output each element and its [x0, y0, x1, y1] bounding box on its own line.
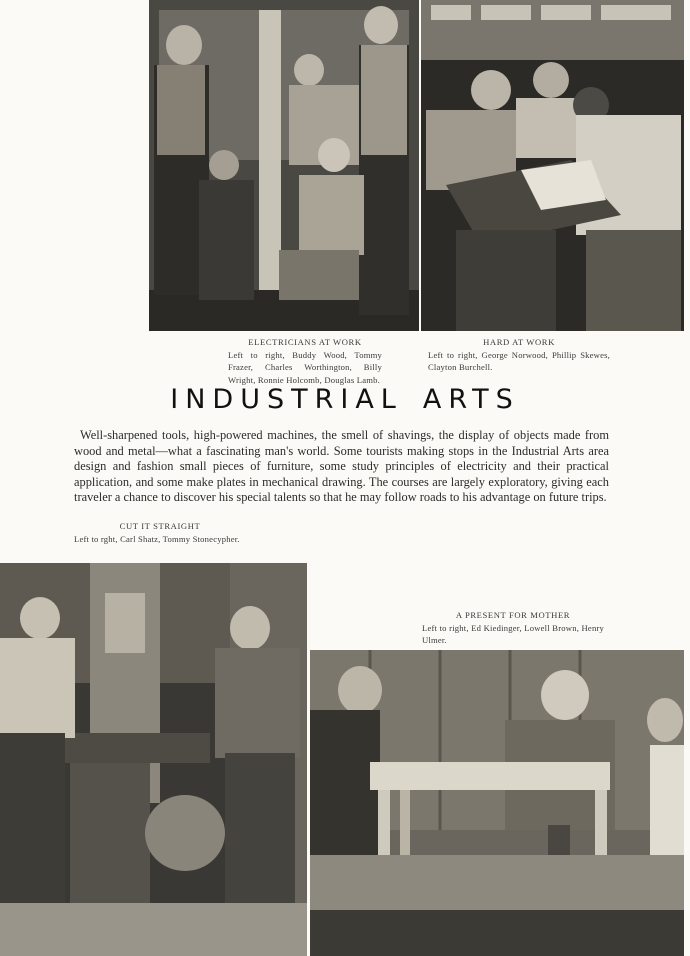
photo-hard-at-work — [421, 0, 684, 331]
page-title-word-1: INDUSTRIAL — [170, 384, 403, 415]
photo-cut-it-straight — [0, 563, 307, 956]
caption-names: Left to rght, Carl Shatz, Tommy Stonecypher. — [74, 533, 240, 544]
caption-hard-at-work — [428, 336, 610, 374]
intro-paragraph: Well-sharpened tools, high-powered machines, the smell of shavings, the display of objects made from wood and metal—what a fascinating man's world. Some tourists making stops in the Industrial Arts area design and fashion small pieces of furniture, some study principles of electricity and their practical application, and some make plates in mechanical drawing. The courses are largely exploratory, giving each traveler a chance to discover his special talents so that he may follow roads to his advantage on future trips. — [74, 428, 609, 505]
page-title — [0, 384, 690, 415]
caption-title: CUT IT STRAIGHT — [119, 521, 201, 531]
caption-title: A PRESENT FOR MOTHER — [455, 610, 571, 620]
caption-names: Left to right, Ed Kiedinger, Lowell Brown, Henry Ulmer. — [422, 622, 604, 645]
photo-electricians-at-work — [149, 0, 419, 331]
caption-present-for-mother — [422, 609, 604, 647]
caption-title: HARD AT WORK — [483, 337, 555, 347]
caption-names: Left to right, Buddy Wood, Tommy Frazer, Charles Worthington, Billy Wright, Ronnie Holcomb, Douglas Lamb. — [228, 349, 382, 385]
caption-title: ELECTRICIANS AT WORK — [248, 337, 362, 347]
page-title-word-2: ARTS — [422, 384, 520, 415]
caption-cut-it-straight — [74, 520, 246, 545]
caption-names: Left to right, George Norwood, Phillip Skewes, Clayton Burchell. — [428, 349, 610, 372]
photo-present-for-mother — [310, 650, 684, 956]
caption-electricians-at-work — [228, 336, 382, 386]
